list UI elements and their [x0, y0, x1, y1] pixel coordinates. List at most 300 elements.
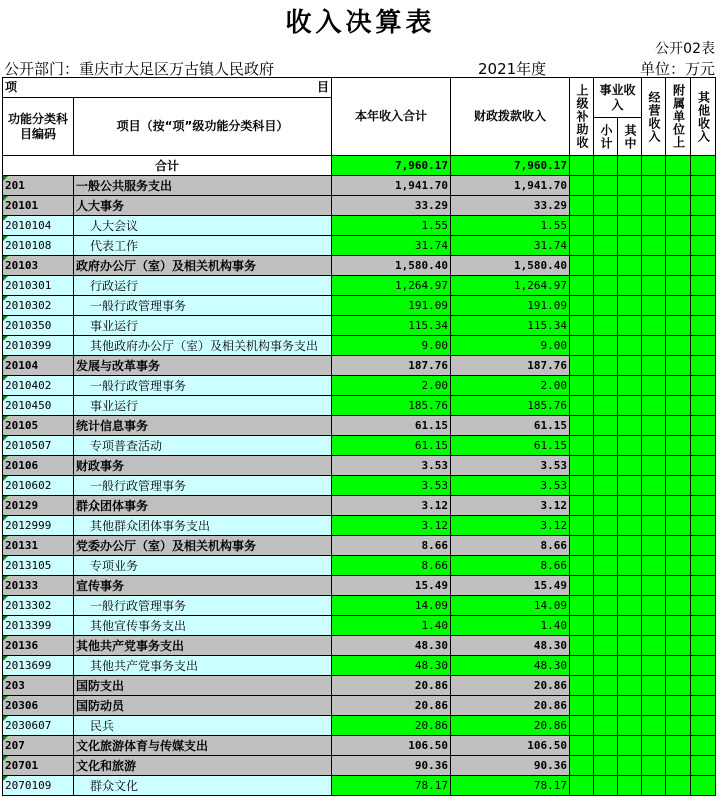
empty-cell — [618, 636, 642, 656]
header-code: 功能分类科目编码 — [3, 98, 74, 156]
empty-cell — [570, 176, 594, 196]
row-fiscal-income: 90.36 — [451, 756, 570, 776]
empty-cell — [570, 456, 594, 476]
row-name: 事业运行 — [74, 316, 332, 336]
table-row — [3, 596, 716, 616]
row-code: 20306 — [3, 696, 74, 716]
empty-cell — [570, 736, 594, 756]
row-code: 20129 — [3, 496, 74, 516]
empty-cell — [594, 596, 618, 616]
row-total-income: 20.86 — [332, 676, 451, 696]
empty-cell — [666, 636, 691, 656]
empty-cell — [594, 356, 618, 376]
table-row — [3, 276, 716, 296]
empty-cell — [594, 396, 618, 416]
table-row — [3, 476, 716, 496]
row-total-income: 115.34 — [332, 316, 451, 336]
empty-cell — [642, 616, 666, 636]
empty-cell — [570, 636, 594, 656]
empty-cell — [570, 316, 594, 336]
empty-cell — [594, 296, 618, 316]
empty-cell — [691, 476, 716, 496]
row-name: 一般公共服务支出 — [74, 176, 332, 196]
empty-cell — [570, 236, 594, 256]
row-code: 2013699 — [3, 656, 74, 676]
row-name: 财政事务 — [74, 456, 332, 476]
empty-cell — [666, 516, 691, 536]
row-fiscal-income: 106.50 — [451, 736, 570, 756]
row-name: 其他共产党事务支出 — [74, 636, 332, 656]
row-name: 政府办公厅（室）及相关机构事务 — [74, 256, 332, 276]
empty-cell — [642, 216, 666, 236]
row-name: 一般行政管理事务 — [74, 476, 332, 496]
table-row — [3, 196, 716, 216]
empty-cell — [618, 296, 642, 316]
table-row — [3, 416, 716, 436]
empty-cell — [618, 276, 642, 296]
row-total-income: 90.36 — [332, 756, 451, 776]
row-total-income: 2.00 — [332, 376, 451, 396]
row-code: 2010350 — [3, 316, 74, 336]
row-total-income: 20.86 — [332, 696, 451, 716]
header-item-label: 项 — [5, 80, 18, 94]
empty-cell — [570, 656, 594, 676]
row-total-income: 61.15 — [332, 416, 451, 436]
row-name: 专项业务 — [74, 556, 332, 576]
header-affiliated-income — [666, 78, 691, 156]
row-name: 一般行政管理事务 — [74, 596, 332, 616]
row-name: 代表工作 — [74, 236, 332, 256]
empty-cell — [594, 456, 618, 476]
table-row — [3, 176, 716, 196]
row-name: 人大事务 — [74, 196, 332, 216]
empty-cell — [666, 276, 691, 296]
empty-cell — [594, 656, 618, 676]
header-affiliated-label: 附属单位上 — [671, 84, 686, 149]
table-row — [3, 556, 716, 576]
empty-cell — [642, 596, 666, 616]
empty-cell — [642, 336, 666, 356]
table-row — [3, 536, 716, 556]
row-fiscal-income: 187.76 — [451, 356, 570, 376]
empty-cell — [618, 536, 642, 556]
row-total-income: 185.76 — [332, 396, 451, 416]
empty-cell — [642, 456, 666, 476]
empty-cell — [666, 616, 691, 636]
empty-cell — [642, 736, 666, 756]
row-fiscal-income: 3.12 — [451, 496, 570, 516]
empty-cell — [666, 196, 691, 216]
empty-cell — [642, 716, 666, 736]
empty-cell — [570, 516, 594, 536]
row-name: 统计信息事务 — [74, 416, 332, 436]
header-total-income: 本年收入合计 — [332, 78, 451, 156]
row-fiscal-income: 1,580.40 — [451, 256, 570, 276]
empty-cell — [691, 216, 716, 236]
header-item-cell — [3, 78, 332, 98]
empty-cell — [691, 276, 716, 296]
empty-cell — [691, 696, 716, 716]
empty-cell — [666, 696, 691, 716]
empty-cell — [691, 736, 716, 756]
empty-cell — [642, 476, 666, 496]
empty-cell — [642, 276, 666, 296]
row-fiscal-income: 3.12 — [451, 516, 570, 536]
empty-cell — [570, 676, 594, 696]
empty-cell — [618, 736, 642, 756]
empty-cell — [642, 256, 666, 276]
empty-cell — [666, 216, 691, 236]
empty-cell — [691, 636, 716, 656]
empty-cell — [666, 176, 691, 196]
row-fiscal-income: 1.40 — [451, 616, 570, 636]
empty-cell — [594, 196, 618, 216]
row-total-income: 20.86 — [332, 716, 451, 736]
empty-cell — [594, 736, 618, 756]
empty-cell — [691, 556, 716, 576]
row-name: 文化和旅游 — [74, 756, 332, 776]
header-business-income: 事业收入 — [594, 78, 642, 118]
table-row — [3, 756, 716, 776]
row-fiscal-income: 14.09 — [451, 596, 570, 616]
row-code: 2013105 — [3, 556, 74, 576]
empty-cell — [594, 336, 618, 356]
empty-cell — [642, 236, 666, 256]
row-fiscal-income: 3.53 — [451, 456, 570, 476]
table-row — [3, 316, 716, 336]
empty-cell — [594, 376, 618, 396]
row-name: 事业运行 — [74, 396, 332, 416]
row-fiscal-income: 8.66 — [451, 536, 570, 556]
row-code: 2010399 — [3, 336, 74, 356]
empty-cell — [642, 516, 666, 536]
row-code: 2013302 — [3, 596, 74, 616]
empty-cell — [618, 416, 642, 436]
empty-cell — [570, 596, 594, 616]
row-fiscal-income: 3.53 — [451, 476, 570, 496]
row-total-income: 1,580.40 — [332, 256, 451, 276]
empty-cell — [618, 316, 642, 336]
empty-cell — [570, 276, 594, 296]
empty-cell — [570, 776, 594, 796]
empty-cell — [594, 276, 618, 296]
empty-cell — [666, 456, 691, 476]
row-name: 其他宣传事务支出 — [74, 616, 332, 636]
row-code: 2010602 — [3, 476, 74, 496]
empty-cell — [691, 256, 716, 276]
row-fiscal-income: 20.86 — [451, 676, 570, 696]
empty-cell — [618, 716, 642, 736]
department-label: 公开部门：重庆市大足区万古镇人民政府 — [4, 60, 275, 78]
empty-cell — [691, 356, 716, 376]
header-other-label: 其他收入 — [696, 90, 711, 143]
row-code: 20101 — [3, 196, 74, 216]
empty-cell — [691, 196, 716, 216]
row-fiscal-income: 8.66 — [451, 556, 570, 576]
row-total-income: 191.09 — [332, 296, 451, 316]
row-fiscal-income: 1,264.97 — [451, 276, 570, 296]
row-code: 2010450 — [3, 396, 74, 416]
empty-cell — [691, 456, 716, 476]
row-code: 20136 — [3, 636, 74, 656]
empty-cell — [642, 356, 666, 376]
empty-cell — [691, 576, 716, 596]
empty-cell — [666, 436, 691, 456]
empty-cell — [570, 416, 594, 436]
empty-cell — [666, 236, 691, 256]
report-title: 收入决算表 — [285, 8, 436, 38]
empty-cell — [594, 236, 618, 256]
empty-cell — [594, 476, 618, 496]
empty-cell — [618, 396, 642, 416]
empty-cell — [594, 636, 618, 656]
row-code: 207 — [3, 736, 74, 756]
row-code: 2030607 — [3, 716, 74, 736]
row-total-income: 1,264.97 — [332, 276, 451, 296]
empty-cell — [594, 716, 618, 736]
header-subtotal-label: 小计 — [599, 123, 613, 150]
header-operating-label: 经营收入 — [647, 90, 662, 143]
row-fiscal-income: 15.49 — [451, 576, 570, 596]
empty-cell — [691, 676, 716, 696]
row-fiscal-income: 48.30 — [451, 636, 570, 656]
form-code: 公开02表 — [655, 41, 715, 57]
empty-cell — [618, 336, 642, 356]
table-row — [3, 256, 716, 276]
row-code: 20104 — [3, 356, 74, 376]
total-row — [3, 156, 716, 176]
empty-cell — [570, 756, 594, 776]
empty-cell — [594, 576, 618, 596]
empty-cell — [691, 616, 716, 636]
unit-label: 单位：万元 — [639, 60, 715, 78]
header-other-in — [618, 118, 642, 156]
empty-cell — [618, 236, 642, 256]
row-total-income: 1,941.70 — [332, 176, 451, 196]
empty-cell — [642, 396, 666, 416]
empty-cell — [666, 316, 691, 336]
empty-cell — [642, 296, 666, 316]
row-name: 宣传事务 — [74, 576, 332, 596]
row-code: 2010302 — [3, 296, 74, 316]
row-name: 党委办公厅（室）及相关机构事务 — [74, 536, 332, 556]
row-fiscal-income: 115.34 — [451, 316, 570, 336]
row-fiscal-income: 33.29 — [451, 196, 570, 216]
empty-cell — [691, 496, 716, 516]
header-superior-label: 上级补助收 — [575, 84, 589, 149]
header-other-in-label: 其中 — [623, 123, 637, 150]
row-fiscal-income: 20.86 — [451, 716, 570, 736]
row-code: 20133 — [3, 576, 74, 596]
year-label: 2021年度 — [478, 60, 547, 78]
row-code: 20106 — [3, 456, 74, 476]
empty-cell — [642, 676, 666, 696]
row-fiscal-income: 9.00 — [451, 336, 570, 356]
empty-cell — [666, 536, 691, 556]
row-code: 2012999 — [3, 516, 74, 536]
empty-cell — [594, 216, 618, 236]
empty-cell — [594, 616, 618, 636]
table-row — [3, 296, 716, 316]
empty-cell — [570, 396, 594, 416]
row-total-income: 3.53 — [332, 476, 451, 496]
empty-cell — [618, 356, 642, 376]
table-row — [3, 736, 716, 756]
table-row — [3, 516, 716, 536]
row-code: 201 — [3, 176, 74, 196]
empty-cell — [594, 776, 618, 796]
empty-cell — [666, 336, 691, 356]
row-fiscal-income: 78.17 — [451, 776, 570, 796]
row-name: 民兵 — [74, 716, 332, 736]
table-row — [3, 336, 716, 356]
empty-cell — [642, 696, 666, 716]
empty-cell — [666, 416, 691, 436]
empty-cell — [618, 196, 642, 216]
empty-cell — [594, 316, 618, 336]
empty-cell — [570, 716, 594, 736]
row-code: 2010104 — [3, 216, 74, 236]
row-fiscal-income: 20.86 — [451, 696, 570, 716]
row-name: 专项普查活动 — [74, 436, 332, 456]
row-total-income: 61.15 — [332, 436, 451, 456]
empty-cell — [666, 256, 691, 276]
empty-cell — [570, 436, 594, 456]
table-row — [3, 636, 716, 656]
row-total-income: 106.50 — [332, 736, 451, 756]
empty-cell — [594, 676, 618, 696]
row-name: 群众团体事务 — [74, 496, 332, 516]
empty-cell — [618, 776, 642, 796]
row-name: 人大会议 — [74, 216, 332, 236]
row-total-income: 8.66 — [332, 556, 451, 576]
empty-cell — [594, 556, 618, 576]
empty-cell — [570, 496, 594, 516]
table-row — [3, 436, 716, 456]
empty-cell — [691, 336, 716, 356]
row-code: 2010507 — [3, 436, 74, 456]
empty-cell — [594, 536, 618, 556]
row-name: 其他群众团体事务支出 — [74, 516, 332, 536]
header-superior-subsidy — [570, 78, 594, 156]
row-code: 20103 — [3, 256, 74, 276]
empty-cell — [666, 596, 691, 616]
header-item-right-label: 目 — [316, 80, 329, 94]
empty-cell — [570, 536, 594, 556]
empty-cell — [666, 556, 691, 576]
table-row — [3, 696, 716, 716]
empty-cell — [666, 776, 691, 796]
empty-cell — [618, 456, 642, 476]
empty-cell — [642, 496, 666, 516]
row-total-income: 78.17 — [332, 776, 451, 796]
empty-cell — [642, 536, 666, 556]
row-name: 一般行政管理事务 — [74, 376, 332, 396]
header-other-income — [691, 78, 716, 156]
empty-cell — [618, 496, 642, 516]
empty-cell — [594, 256, 618, 276]
table-row — [3, 496, 716, 516]
empty-cell — [618, 516, 642, 536]
row-fiscal-income: 191.09 — [451, 296, 570, 316]
row-code: 2010108 — [3, 236, 74, 256]
empty-cell — [570, 376, 594, 396]
empty-cell — [642, 196, 666, 216]
empty-cell — [666, 576, 691, 596]
empty-cell — [570, 616, 594, 636]
empty-cell — [691, 316, 716, 336]
empty-cell — [618, 436, 642, 456]
row-code: 2010402 — [3, 376, 74, 396]
row-total-income: 187.76 — [332, 356, 451, 376]
empty-cell — [618, 616, 642, 636]
row-name: 其他政府办公厅（室）及相关机构事务支出 — [74, 336, 332, 356]
table-row — [3, 656, 716, 676]
table-row — [3, 216, 716, 236]
empty-cell — [570, 576, 594, 596]
empty-cell — [570, 336, 594, 356]
row-total-income: 15.49 — [332, 576, 451, 596]
empty-cell — [642, 556, 666, 576]
empty-cell — [691, 516, 716, 536]
empty-cell — [570, 356, 594, 376]
empty-cell — [618, 476, 642, 496]
row-total-income: 33.29 — [332, 196, 451, 216]
empty-cell — [594, 436, 618, 456]
row-code: 2013399 — [3, 616, 74, 636]
row-name: 其他共产党事务支出 — [74, 656, 332, 676]
empty-cell — [618, 656, 642, 676]
row-fiscal-income: 61.15 — [451, 436, 570, 456]
empty-cell — [570, 556, 594, 576]
header-operating-income — [642, 78, 666, 156]
total-label: 合计 — [3, 156, 332, 176]
header-subtotal — [594, 118, 618, 156]
row-name: 文化旅游体育与传媒支出 — [74, 736, 332, 756]
row-total-income: 48.30 — [332, 656, 451, 676]
empty-cell — [691, 776, 716, 796]
empty-cell — [666, 496, 691, 516]
empty-cell — [691, 236, 716, 256]
empty-cell — [691, 756, 716, 776]
empty-cell — [618, 696, 642, 716]
empty-cell — [666, 396, 691, 416]
empty-cell — [666, 476, 691, 496]
empty-cell — [691, 536, 716, 556]
income-table — [2, 77, 716, 796]
empty-cell — [570, 476, 594, 496]
empty-cell — [570, 216, 594, 236]
empty-cell — [666, 756, 691, 776]
row-fiscal-income: 185.76 — [451, 396, 570, 416]
row-total-income: 14.09 — [332, 596, 451, 616]
empty-cell — [618, 576, 642, 596]
total-fiscal-value: 7,960.17 — [451, 156, 570, 176]
empty-cell — [691, 596, 716, 616]
row-code: 20131 — [3, 536, 74, 556]
empty-cell — [594, 696, 618, 716]
empty-cell — [666, 296, 691, 316]
total-income-value: 7,960.17 — [332, 156, 451, 176]
table-row — [3, 456, 716, 476]
empty-cell — [666, 716, 691, 736]
empty-cell — [570, 696, 594, 716]
empty-cell — [618, 256, 642, 276]
table-row — [3, 776, 716, 796]
row-fiscal-income: 1.55 — [451, 216, 570, 236]
empty-cell — [691, 436, 716, 456]
table-row — [3, 616, 716, 636]
